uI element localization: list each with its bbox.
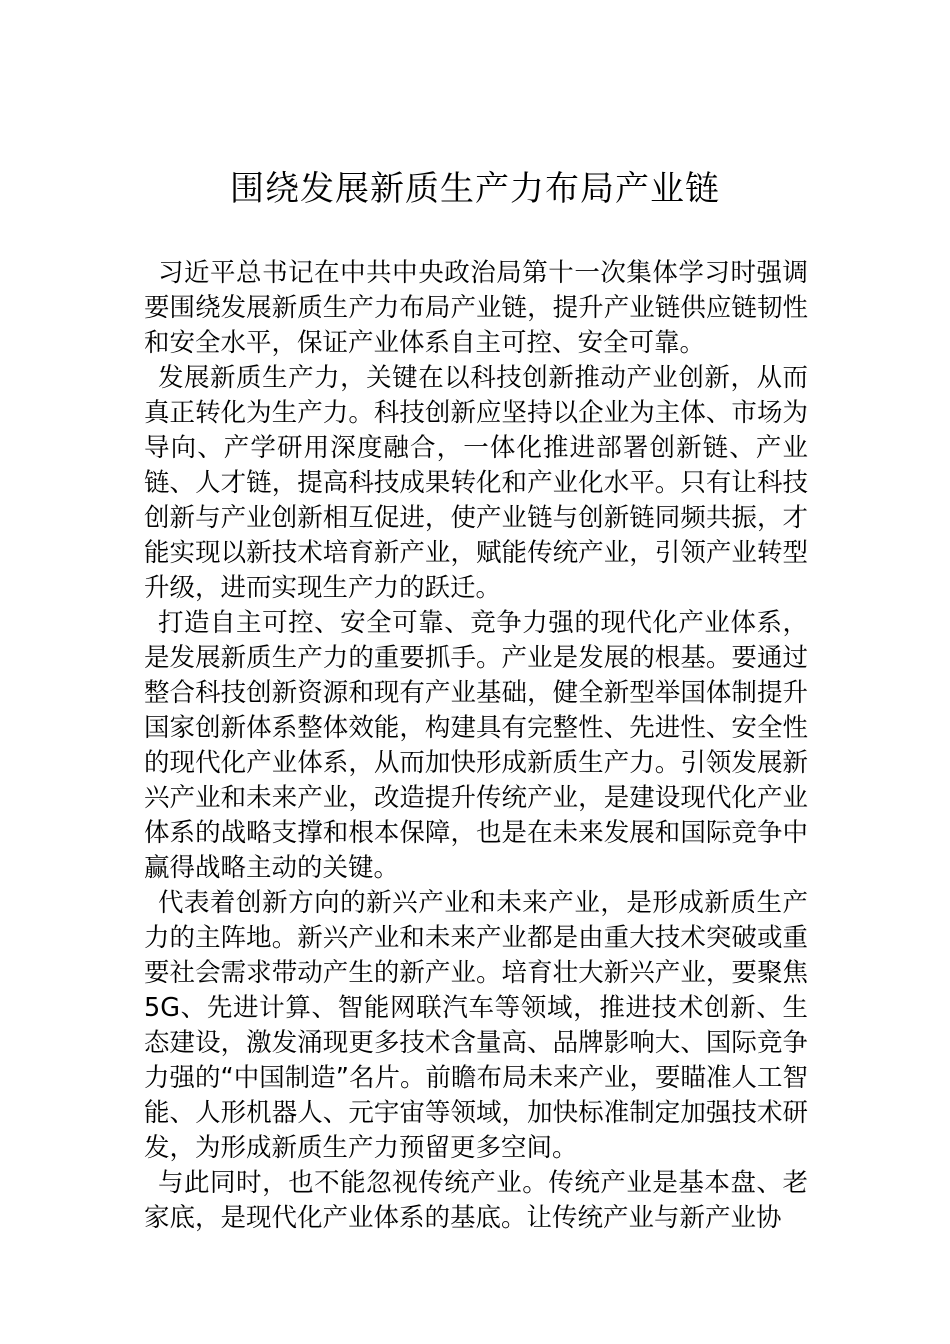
paragraph-2: 发展新质生产力，关键在以科技创新推动产业创新，从而真正转化为生产力。科技创新应坚持以企业为主体、市场为导向、产学研用深度融合，一体化推进部署创新链、产业链、人才链，提高科技成果转化和产业化水平。只有让科技创新与产业创新相互促进，使产业链与创新链同频共振，才能实现以新技术培育新产业，赋能传统产业，引领产业转型升级，进而实现生产力的跃迁。: [144, 363, 808, 603]
paragraph-1: 习近平总书记在中共中央政治局第十一次集体学习时强调要围绕发展新质生产力布局产业链，提升产业链供应链韧性和安全水平，保证产业体系自主可控、安全可靠。: [144, 258, 808, 358]
paragraph-4: 代表着创新方向的新兴产业和未来产业，是形成新质生产力的主阵地。新兴产业和未来产业都是由重大技术突破或重要社会需求带动产生的新产业。培育壮大新兴产业，要聚焦5G、先进计算、智能网联汽车等领域，推进技术创新、生态建设，激发涌现更多技术含量高、品牌影响大、国际竞争力强的“中国制造”名片。前瞻布局未来产业，要瞄准人工智能、人形机器人、元宇宙等领域，加快标准制定加强技术研发，为形成新质生产力预留更多空间。: [144, 888, 808, 1163]
paragraph-5: 与此同时，也不能忽视传统产业。传统产业是基本盘、老家底，是现代化产业体系的基底。让传统产业与新产业协: [144, 1168, 808, 1233]
document-body: [144, 256, 808, 1236]
paragraph-3: 打造自主可控、安全可靠、竞争力强的现代化产业体系，是发展新质生产力的重要抓手。产业是发展的根基。要通过整合科技创新资源和现有产业基础，健全新型举国体制提升国家创新体系整体效能，构建具有完整性、先进性、安全性的现代化产业体系，从而加快形成新质生产力。引领发展新兴产业和未来产业，改造提升传统产业，是建设现代化产业体系的战略支撑和根本保障，也是在未来发展和国际竞争中赢得战略主动的关键。: [144, 608, 808, 883]
document-title: 围绕发展新质生产力布局产业链: [230, 169, 720, 209]
